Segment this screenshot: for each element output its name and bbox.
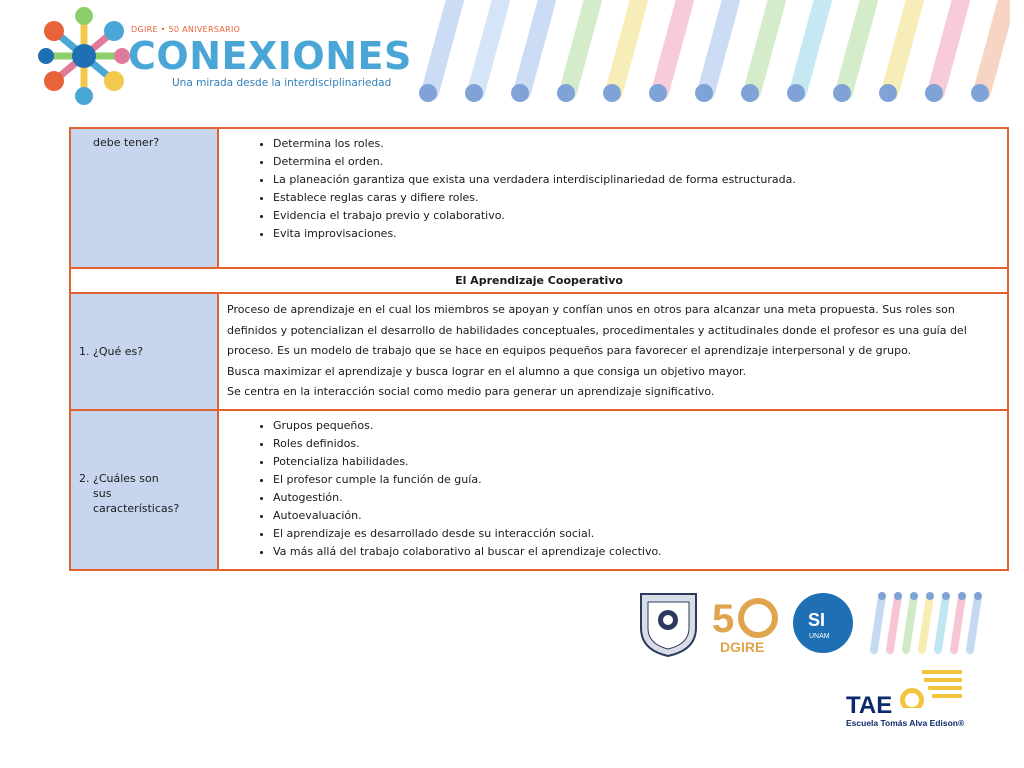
list-item: • Potencializa habilidades. [273, 453, 999, 471]
list-item: • La planeación garantiza que exista una verdadera interdisciplinariedad de forma estructurada. [273, 171, 999, 189]
brand-subtitle: Una mirada desde la interdisciplinariedad [172, 77, 392, 89]
brand-title: CONEXIONES [128, 34, 412, 78]
sun-icon [898, 668, 966, 708]
row-label-line: características? [93, 501, 180, 515]
list-item: • Roles definidos. [273, 435, 999, 453]
row-content [218, 293, 1008, 410]
svg-text:5: 5 [712, 597, 735, 641]
partner-logos [636, 588, 986, 658]
tae-subtitle: Escuela Tomás Alva Edison® [846, 718, 965, 728]
si-unam-badge-icon [793, 593, 853, 653]
header [0, 0, 1024, 125]
list-item: • Va más allá del trabajo colaborativo al buscar el aprendizaje colectivo. [273, 543, 999, 561]
list-item: • El aprendizaje es desarrollado desde su interacción social. [273, 525, 999, 543]
conexiones-logo-icon [34, 6, 134, 106]
list-item: • Grupos pequeños. [273, 417, 999, 435]
anniversary-tagline: DGIRE • 50 ANIVERSARIO [131, 25, 241, 34]
bullet-list [227, 417, 999, 561]
paragraph: Busca maximizar el aprendizaje y busca lograr en el alumno a que consiga un objetivo mayor. [227, 364, 747, 378]
si-label: SI [808, 610, 826, 630]
list-item: • Evidencia el trabajo previo y colaborativo. [273, 207, 999, 225]
table-row [70, 268, 1008, 293]
row-label: 1. ¿Qué es? [70, 293, 218, 410]
list-item: • Autoevaluación. [273, 507, 999, 525]
row-label-line: sus [93, 486, 112, 500]
row-label [70, 410, 218, 570]
mini-stripes [874, 596, 978, 650]
row-label-line: 2. ¿Cuáles son [79, 471, 159, 485]
list-item: • Autogestión. [273, 489, 999, 507]
list-item: • Determina el orden. [273, 153, 999, 171]
unam-shield-icon [641, 594, 696, 656]
list-item: • Evita improvisaciones. [273, 225, 999, 243]
content-table [69, 127, 1009, 571]
unam-label: UNAM [809, 633, 830, 640]
row-content [218, 128, 1008, 268]
dgire-label: DGIRE [720, 639, 765, 655]
table-row [70, 410, 1008, 570]
table-row [70, 128, 1008, 268]
row-content [218, 410, 1008, 570]
decorative-stripes [410, 0, 1010, 108]
tae-title: TAE [846, 692, 893, 719]
dgire-50-logo-icon [712, 597, 775, 655]
list-item: • Determina los roles. [273, 135, 999, 153]
paragraph: Se centra en la interacción social como medio para generar un aprendizaje significativo. [227, 385, 715, 398]
row-label [70, 128, 218, 268]
bullet-list [227, 135, 999, 243]
tae-logo [846, 668, 976, 733]
list-item: • El profesor cumple la función de guía. [273, 471, 999, 489]
row-label-text: debe tener? [93, 136, 160, 149]
table-row [70, 293, 1008, 410]
paragraph: Proceso de aprendizaje en el cual los miembros se apoyan y confían unos en otros para alcanzar una meta propuesta. Sus roles son definidos y potencializan el desarrollo de habilidades conceptuales, procedimentales y actitudinales donde el profesor es una guía del proceso. Es un modelo de trabajo que se hace en equipos pequeños para favorecer el aprendizaje interpersonal y de grupo. [227, 303, 967, 357]
section-title: El Aprendizaje Cooperativo [70, 268, 1008, 293]
list-item: • Establece reglas caras y difiere roles. [273, 189, 999, 207]
